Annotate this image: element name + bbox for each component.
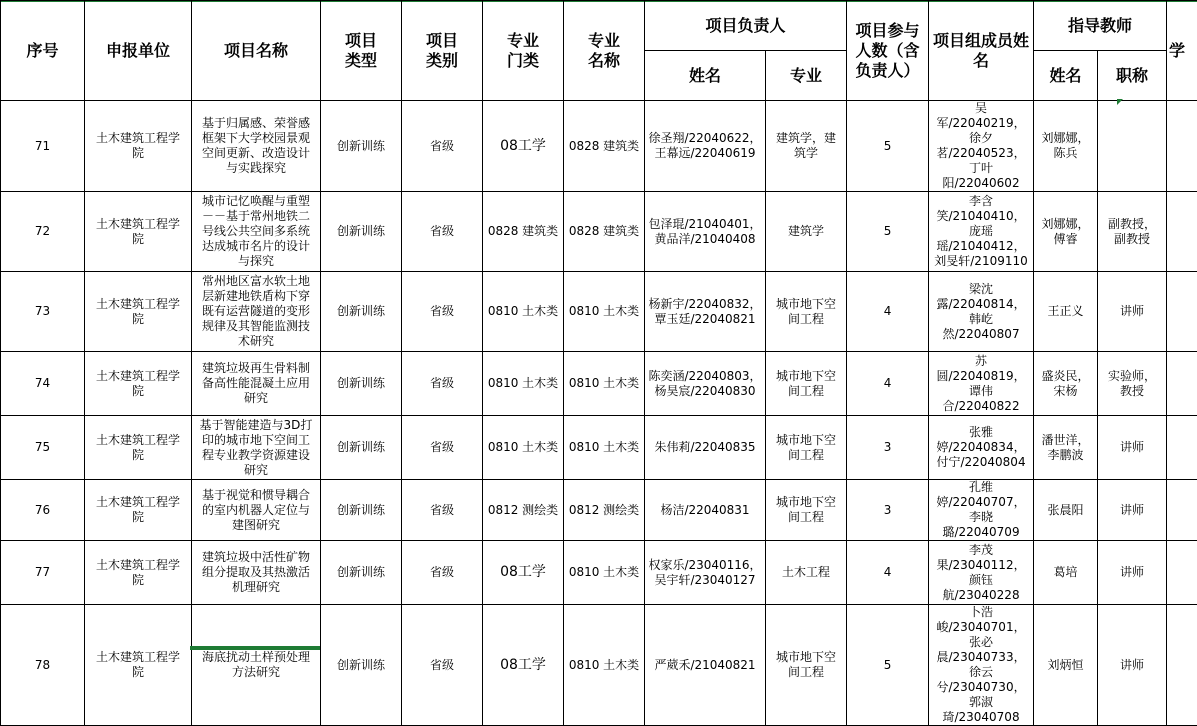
header-members[interactable]: 项目组成员姓 名 [929, 1, 1034, 101]
cell-participants[interactable]: 5 [847, 192, 929, 272]
cell-discipline[interactable]: 0812 测绘类 [483, 480, 564, 541]
cell-members[interactable]: 孔维婷/22040707， 李晓璐/22040709 [929, 480, 1034, 541]
cell-leader-name[interactable]: 徐圣翔/22040622， 王幕远/22040619 [645, 101, 766, 192]
cell-members[interactable]: 李含笑/21040410， 庞瑶瑶/21040412， 刘旻轩/2109110 [929, 192, 1034, 272]
header-project-category[interactable]: 项目 类别 [402, 1, 483, 101]
header-project-type[interactable]: 项目 类型 [321, 1, 402, 101]
cell-participants[interactable]: 4 [847, 272, 929, 352]
cell-discipline[interactable]: 0810 土木类 [483, 416, 564, 480]
header-leader-group[interactable]: 项目负责人 [645, 1, 847, 51]
cell-project-category[interactable]: 省级 [402, 192, 483, 272]
cell-participants[interactable]: 4 [847, 541, 929, 605]
cell-project-category[interactable]: 省级 [402, 272, 483, 352]
header-advisor-title[interactable]: 职称 [1098, 51, 1167, 101]
cell-seq[interactable]: 71 [1, 101, 85, 192]
cell-project-name[interactable]: 海底扰动土样预处理 方法研究 [192, 605, 321, 726]
cell-empty[interactable] [1167, 272, 1197, 352]
cell-leader-major[interactable]: 城市地下空 间工程 [766, 416, 847, 480]
cell-project-type[interactable]: 创新训练 [321, 541, 402, 605]
cell-advisor-title[interactable]: 讲师 [1098, 541, 1167, 605]
header-leader-major[interactable]: 专业 [766, 51, 847, 101]
cell-major-name[interactable]: 0810 土木类 [564, 541, 645, 605]
header-seq[interactable]: 序号 [1, 1, 85, 101]
cell-leader-major[interactable]: 土木工程 [766, 541, 847, 605]
cell-members[interactable]: 吴军/22040219， 徐夕茗/22040523， 丁叶阳/22040602 [929, 101, 1034, 192]
cell-advisor-name[interactable]: 刘娜娜， 陈兵 [1034, 101, 1098, 192]
cell-advisor-name[interactable]: 刘娜娜， 傅睿 [1034, 192, 1098, 272]
cell-leader-major[interactable]: 城市地下空 间工程 [766, 272, 847, 352]
cell-project-type[interactable]: 创新训练 [321, 101, 402, 192]
header-participants[interactable]: 项目参与 人数（含 负责人） [847, 1, 929, 101]
cell-empty[interactable] [1167, 605, 1197, 726]
table-row [1, 352, 1197, 416]
cell-project-category[interactable]: 省级 [402, 352, 483, 416]
cell-advisor-name[interactable]: 刘炳恒 [1034, 605, 1098, 726]
cell-advisor-name[interactable]: 葛培 [1034, 541, 1098, 605]
cell-seq[interactable]: 75 [1, 416, 85, 480]
cell-major-name[interactable]: 0810 土木类 [564, 605, 645, 726]
cell-unit[interactable]: 土木建筑工程学 院 [85, 352, 192, 416]
cell-advisor-name[interactable]: 王正义 [1034, 272, 1098, 352]
cell-empty[interactable] [1167, 541, 1197, 605]
cell-leader-major[interactable]: 城市地下空 间工程 [766, 480, 847, 541]
cell-major-name[interactable]: 0812 测绘类 [564, 480, 645, 541]
cell-advisor-name[interactable]: 盛炎民， 宋杨 [1034, 352, 1098, 416]
header-project-name[interactable]: 项目名称 [192, 1, 321, 101]
cell-leader-name[interactable]: 权家乐/23040116， 吴宇轩/23040127 [645, 541, 766, 605]
cell-leader-major[interactable]: 城市地下空 间工程 [766, 352, 847, 416]
cell-participants[interactable]: 5 [847, 101, 929, 192]
cell-discipline[interactable]: 08工学 [483, 101, 564, 192]
cell-project-name[interactable]: 城市记忆唤醒与重塑 －－基于常州地铁二 号线公共空间多系统 达成城市名片的设计 与探究 [192, 192, 321, 272]
cell-leader-name[interactable]: 杨洁/22040831 [645, 480, 766, 541]
cell-seq[interactable]: 73 [1, 272, 85, 352]
cell-project-type[interactable]: 创新训练 [321, 480, 402, 541]
cell-empty[interactable] [1167, 352, 1197, 416]
cell-discipline[interactable]: 0810 土木类 [483, 352, 564, 416]
cell-project-type[interactable]: 创新训练 [321, 605, 402, 726]
cell-project-category[interactable]: 省级 [402, 605, 483, 726]
cell-major-name[interactable]: 0810 土木类 [564, 416, 645, 480]
cell-project-name[interactable]: 基于视觉和惯导耦合 的室内机器人定位与 建图研究 [192, 480, 321, 541]
cell-major-name[interactable]: 0810 土木类 [564, 352, 645, 416]
cell-advisor-title[interactable]: 讲师 [1098, 480, 1167, 541]
cell-advisor-name[interactable]: 张晨阳 [1034, 480, 1098, 541]
cell-advisor-title[interactable]: 实验师， 教授 [1098, 352, 1167, 416]
cell-unit[interactable]: 土木建筑工程学 院 [85, 416, 192, 480]
cell-project-type[interactable]: 创新训练 [321, 352, 402, 416]
cell-advisor-title[interactable]: 副教授， 副教授 [1098, 192, 1167, 272]
table-row [1, 101, 1197, 192]
cell-members[interactable]: 李茂果/23040112， 颜钰航/23040228 [929, 541, 1034, 605]
cell-leader-name[interactable]: 严葳禾/21040821 [645, 605, 766, 726]
cell-leader-major[interactable]: 城市地下空 间工程 [766, 605, 847, 726]
cell-unit[interactable]: 土木建筑工程学 院 [85, 605, 192, 726]
cell-major-name[interactable]: 0828 建筑类 [564, 192, 645, 272]
cell-project-name[interactable]: 建筑垃圾中活性矿物 组分提取及其热激活 机理研究 [192, 541, 321, 605]
cell-major-name[interactable]: 0828 建筑类 [564, 101, 645, 192]
selected-cell-indicator [190, 646, 320, 650]
cell-advisor-title[interactable]: 讲师 [1098, 272, 1167, 352]
cell-discipline[interactable]: 0828 建筑类 [483, 192, 564, 272]
cell-leader-name[interactable]: 杨新宇/22040832， 覃玉廷/22040821 [645, 272, 766, 352]
cell-project-name[interactable]: 建筑垃圾再生骨料制 备高性能混凝土应用 研究 [192, 352, 321, 416]
cell-leader-major[interactable]: 建筑学 [766, 192, 847, 272]
cell-members[interactable]: 梁沈露/22040814， 韩屹然/22040807 [929, 272, 1034, 352]
cell-project-name[interactable]: 基于归属感、荣誉感 框架下大学校园景观 空间更新、改造设计 与实践探究 [192, 101, 321, 192]
cell-seq[interactable]: 77 [1, 541, 85, 605]
table-row [1, 541, 1197, 605]
cell-participants[interactable]: 5 [847, 605, 929, 726]
cell-advisor-title[interactable]: 讲师 [1098, 416, 1167, 480]
cell-unit[interactable]: 土木建筑工程学 院 [85, 541, 192, 605]
cell-project-category[interactable]: 省级 [402, 480, 483, 541]
table-row [1, 480, 1197, 541]
cell-project-type[interactable]: 创新训练 [321, 192, 402, 272]
cell-empty[interactable] [1167, 192, 1197, 272]
cell-members[interactable]: 苏圆/22040819， 谭伟合/22040822 [929, 352, 1034, 416]
cell-members[interactable]: 卜浩峻/23040701， 张必晨/23040733， 徐云兮/23040730， 郭淑琦/23040708 [929, 605, 1034, 726]
cell-participants[interactable]: 3 [847, 480, 929, 541]
cell-unit[interactable]: 土木建筑工程学 院 [85, 101, 192, 192]
cell-project-category[interactable]: 省级 [402, 541, 483, 605]
header-unit[interactable]: 申报单位 [85, 1, 192, 101]
cell-project-category[interactable]: 省级 [402, 101, 483, 192]
cell-advisor-name[interactable]: 潘世洋， 李鹏波 [1034, 416, 1098, 480]
cell-seq[interactable]: 72 [1, 192, 85, 272]
cell-comment-marker [1117, 99, 1123, 105]
table-row [1, 605, 1197, 726]
header-advisor-group[interactable]: 指导教师 [1034, 1, 1167, 51]
cell-seq[interactable]: 74 [1, 352, 85, 416]
cell-empty[interactable] [1167, 101, 1197, 192]
cell-participants[interactable]: 3 [847, 416, 929, 480]
cell-unit[interactable]: 土木建筑工程学 院 [85, 272, 192, 352]
cell-project-name[interactable]: 基于智能建造与3D打 印的城市地下空间工 程专业教学资源建设 研究 [192, 416, 321, 480]
header-advisor-name[interactable]: 姓名 [1034, 51, 1098, 101]
cell-project-name[interactable]: 常州地区富水软土地 层新建地铁盾构下穿 既有运营隧道的变形 规律及其智能监测技 术研究 [192, 272, 321, 352]
header-overflow-col[interactable]: 学 [1167, 1, 1197, 101]
header-major-name[interactable]: 专业 名称 [564, 1, 645, 101]
cell-empty[interactable] [1167, 416, 1197, 480]
cell-empty[interactable] [1167, 480, 1197, 541]
cell-discipline[interactable]: 08工学 [483, 541, 564, 605]
table-row [1, 272, 1197, 352]
cell-project-type[interactable]: 创新训练 [321, 272, 402, 352]
cell-project-type[interactable]: 创新训练 [321, 416, 402, 480]
cell-members[interactable]: 张雅婷/22040834， 付宁/22040804 [929, 416, 1034, 480]
cell-leader-name[interactable]: 朱伟莉/22040835 [645, 416, 766, 480]
cell-advisor-title[interactable] [1098, 101, 1167, 192]
cell-leader-major[interactable]: 建筑学，建 筑学 [766, 101, 847, 192]
cell-project-category[interactable]: 省级 [402, 416, 483, 480]
cell-discipline[interactable]: 08工学 [483, 605, 564, 726]
cell-participants[interactable]: 4 [847, 352, 929, 416]
cell-seq[interactable]: 76 [1, 480, 85, 541]
cell-leader-name[interactable]: 陈奕涵/22040803， 杨昊宸/22040830 [645, 352, 766, 416]
cell-seq[interactable]: 78 [1, 605, 85, 726]
cell-leader-name[interactable]: 包泽琨/21040401， 黄品洋/21040408 [645, 192, 766, 272]
header-discipline[interactable]: 专业 门类 [483, 1, 564, 101]
cell-advisor-title[interactable]: 讲师 [1098, 605, 1167, 726]
header-leader-name[interactable]: 姓名 [645, 51, 766, 101]
table-row [1, 416, 1197, 480]
cell-discipline[interactable]: 0810 土木类 [483, 272, 564, 352]
cell-unit[interactable]: 土木建筑工程学 院 [85, 192, 192, 272]
cell-major-name[interactable]: 0810 土木类 [564, 272, 645, 352]
table-row [1, 192, 1197, 272]
cell-unit[interactable]: 土木建筑工程学 院 [85, 480, 192, 541]
